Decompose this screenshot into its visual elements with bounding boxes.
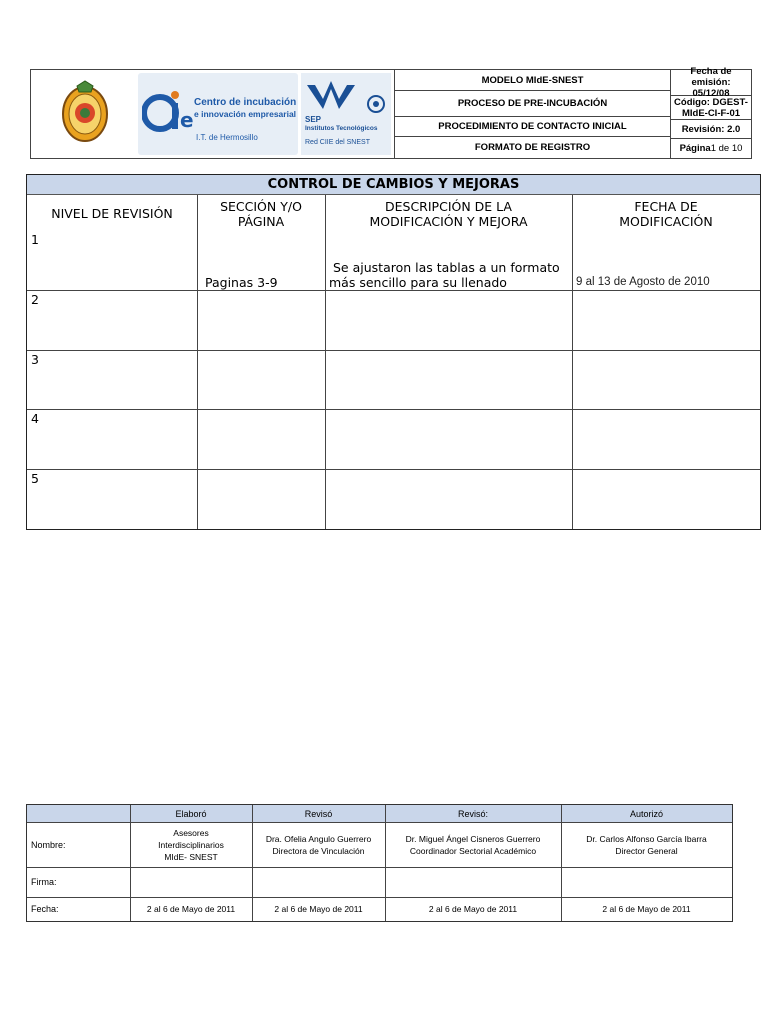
sep-line1: Institutos Tecnológicos <box>305 125 378 132</box>
col-header-revision-level: NIVEL DE REVISIÓN <box>51 206 173 221</box>
format-name: FORMATO DE REGISTRO <box>474 142 591 153</box>
revision-cell: Revisión: 2.0 <box>671 120 751 139</box>
label-name: Nombre: <box>31 840 66 850</box>
page-value: 1 de 10 <box>710 143 743 154</box>
name-authorizer: Dr. Carlos Alfonso García Ibarra Director General <box>586 834 707 856</box>
date-reviewer-1: 2 al 6 de Mayo de 2011 <box>274 904 363 914</box>
change-control-table <box>26 174 761 530</box>
revision-number-3: 3 <box>31 352 39 367</box>
tec-seal-icon <box>367 95 385 113</box>
cie-line3: I.T. de Hermosillo <box>196 133 258 142</box>
label-signature: Firma: <box>31 877 57 887</box>
col-header-section: SECCIÓN Y/O PÁGINA <box>220 198 302 229</box>
revision-number-1: 1 <box>31 232 39 247</box>
cie-icon <box>142 83 194 143</box>
date-1: 9 al 13 de Agosto de 2010 <box>576 276 710 288</box>
signature-table <box>26 804 733 922</box>
issue-date-label: Fecha de emisión: <box>690 66 732 88</box>
sep-logo <box>301 73 391 155</box>
code-label: Código: DGEST- <box>674 96 748 108</box>
cie-logo <box>138 73 298 155</box>
date-authorizer: 2 al 6 de Mayo de 2011 <box>602 904 691 914</box>
sign-header-reviewed-2: Revisó: <box>385 805 561 823</box>
sign-header-prepared: Elaboró <box>130 805 252 823</box>
sep-text: SEP <box>305 115 322 124</box>
cie-line1: Centro de incubación <box>194 97 297 108</box>
document-header <box>30 66 752 159</box>
revision-number-4: 4 <box>31 411 39 426</box>
page-cell <box>671 139 751 158</box>
issue-date-cell <box>671 66 751 99</box>
sign-header-reviewed-1: Revisó <box>252 805 385 823</box>
col-header-description: DESCRIPCIÓN DE LA MODIFICACIÓN Y MEJORA <box>369 198 528 229</box>
name-prepared: Asesores Interdisciplinarios MIdE- SNEST <box>158 828 224 862</box>
revision-number-5: 5 <box>31 471 39 486</box>
label-date: Fecha: <box>31 904 59 914</box>
logo-strip <box>31 70 395 158</box>
process-name: PROCESO DE PRE-INCUBACIÓN <box>395 91 670 117</box>
issue-date-value: 05/12/08 <box>692 88 730 99</box>
header-right-column <box>671 66 751 158</box>
date-prepared: 2 al 6 de Mayo de 2011 <box>146 904 236 914</box>
header-middle-column <box>395 70 671 158</box>
code-cell <box>671 96 751 120</box>
page-label: Página <box>679 143 711 154</box>
procedure-name: PROCEDIMIENTO DE CONTACTO INICIAL <box>395 117 670 137</box>
code-value: MIdE-CI-F-01 <box>681 107 741 119</box>
sep-line2: Red CIIE del SNEST <box>305 139 370 146</box>
revision-number-2: 2 <box>31 292 39 307</box>
name-reviewer-2: Dr. Miguel Ángel Cisneros Guerrero Coordinador Sectorial Académico <box>405 834 541 856</box>
cie-line2: e innovación empresarial <box>194 109 297 119</box>
model-name: MODELO MIdE-SNEST <box>395 70 670 91</box>
sign-header-authorized: Autorizó <box>561 805 732 823</box>
name-reviewer-1: Dra. Ofelia Angulo Guerrero Directora de Vinculación <box>265 834 372 856</box>
sep-emblem-icon <box>305 79 361 115</box>
institute-crest-logo <box>59 80 111 144</box>
col-header-date: FECHA DE MODIFICACIÓN <box>619 198 713 229</box>
description-1-line2: más sencillo para su llenado <box>329 275 507 290</box>
section-1: Paginas 3-9 <box>205 275 278 290</box>
svg-text:e: e <box>180 108 194 132</box>
description-1-line1: Se ajustaron las tablas a un formato <box>333 260 560 275</box>
change-control-title: CONTROL DE CAMBIOS Y MEJORAS <box>27 175 760 195</box>
date-reviewer-2: 2 al 6 de Mayo de 2011 <box>428 904 518 914</box>
